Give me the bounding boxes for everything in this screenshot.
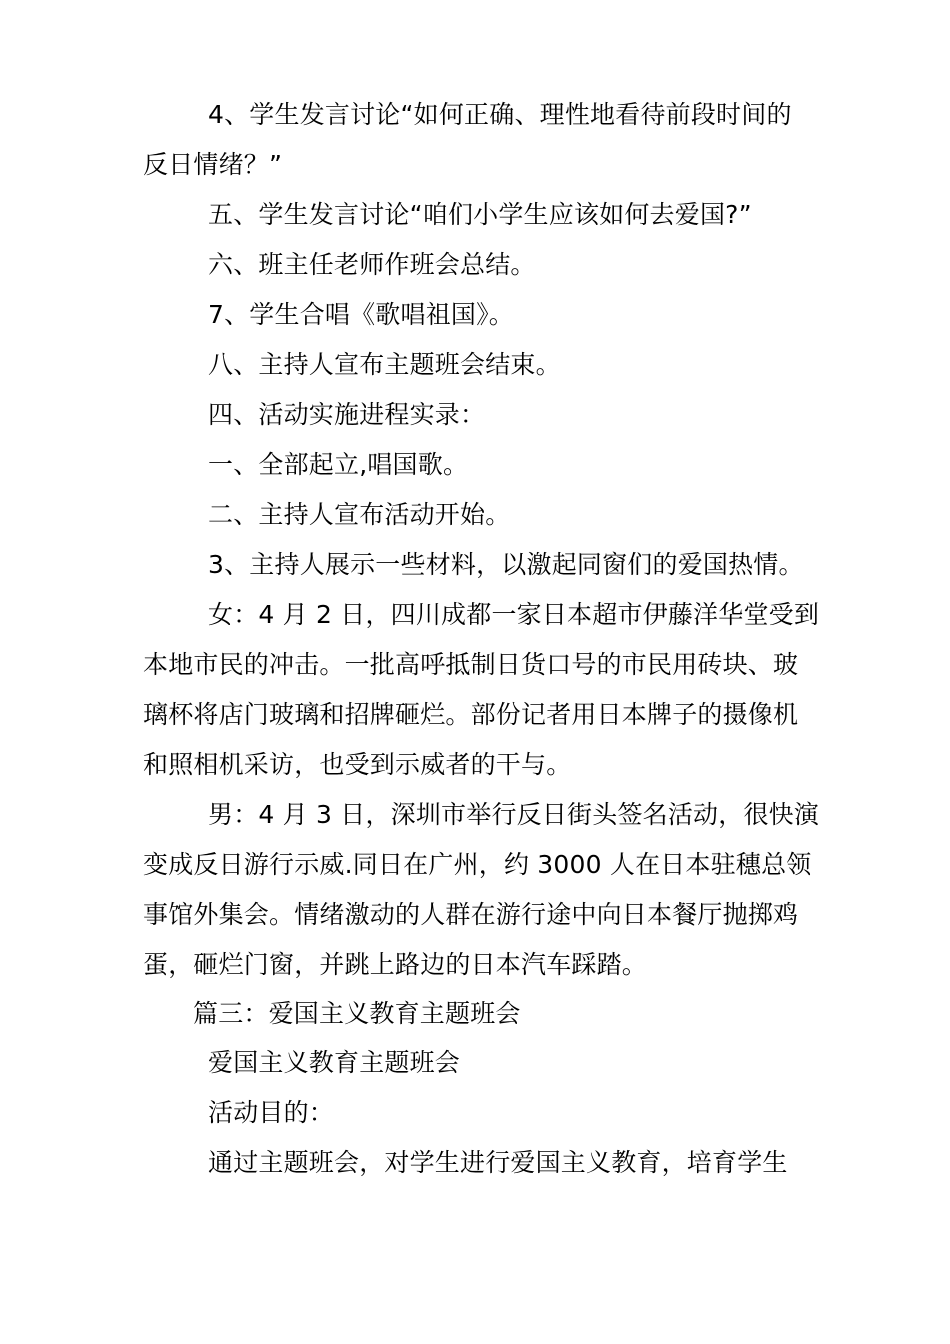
text-line: 蛋，砸烂门窗，并跳上路边的日本汽车踩踏。	[143, 950, 648, 979]
text-line: 爱国主义教育主题班会	[208, 1048, 461, 1077]
text-line: 和照相机采访，也受到示威者的干与。	[143, 750, 572, 779]
text-line: 4、学生发言讨论“如何正确、理性地看待前段时间的	[208, 100, 792, 129]
section-heading: 篇三：爱国主义教育主题班会	[193, 999, 521, 1028]
text-line: 五、学生发言讨论“咱们小学生应该如何去爱国?”	[208, 200, 752, 229]
text-line: 一、全部起立,唱国歌。	[208, 450, 469, 479]
text-line: 活动目的：	[208, 1098, 335, 1127]
text-line: 本地市民的冲击。一批高呼抵制日货口号的市民用砖块、玻	[143, 650, 799, 679]
text-line: 女：4 月 2 日，四川成都一家日本超市伊藤洋华堂受到	[208, 600, 820, 629]
text-line: 变成反日游行示威.同日在广州，约 3000 人在日本驻穗总领	[143, 850, 812, 879]
text-line: 3、主持人展示一些材料，以激起同窗们的爱国热情。	[208, 550, 804, 579]
text-line: 璃杯将店门玻璃和招牌砸烂。部份记者用日本牌子的摄像机	[143, 700, 799, 729]
text-line: 事馆外集会。情绪激动的人群在游行途中向日本餐厅抛掷鸡	[143, 900, 799, 929]
text-line: 男：4 月 3 日，深圳市举行反日街头签名活动，很快演	[208, 800, 820, 829]
text-line: 反日情绪？”	[143, 150, 283, 179]
text-line: 六、班主任老师作班会总结。	[208, 250, 536, 279]
text-line: 四、活动实施进程实录：	[208, 400, 486, 429]
text-line: 二、主持人宣布活动开始。	[208, 500, 511, 529]
text-line: 通过主题班会，对学生进行爱国主义教育，培育学生	[208, 1148, 788, 1177]
text-line: 7、学生合唱《歌唱祖国》。	[208, 300, 515, 329]
text-line: 八、主持人宣布主题班会结束。	[208, 350, 561, 379]
